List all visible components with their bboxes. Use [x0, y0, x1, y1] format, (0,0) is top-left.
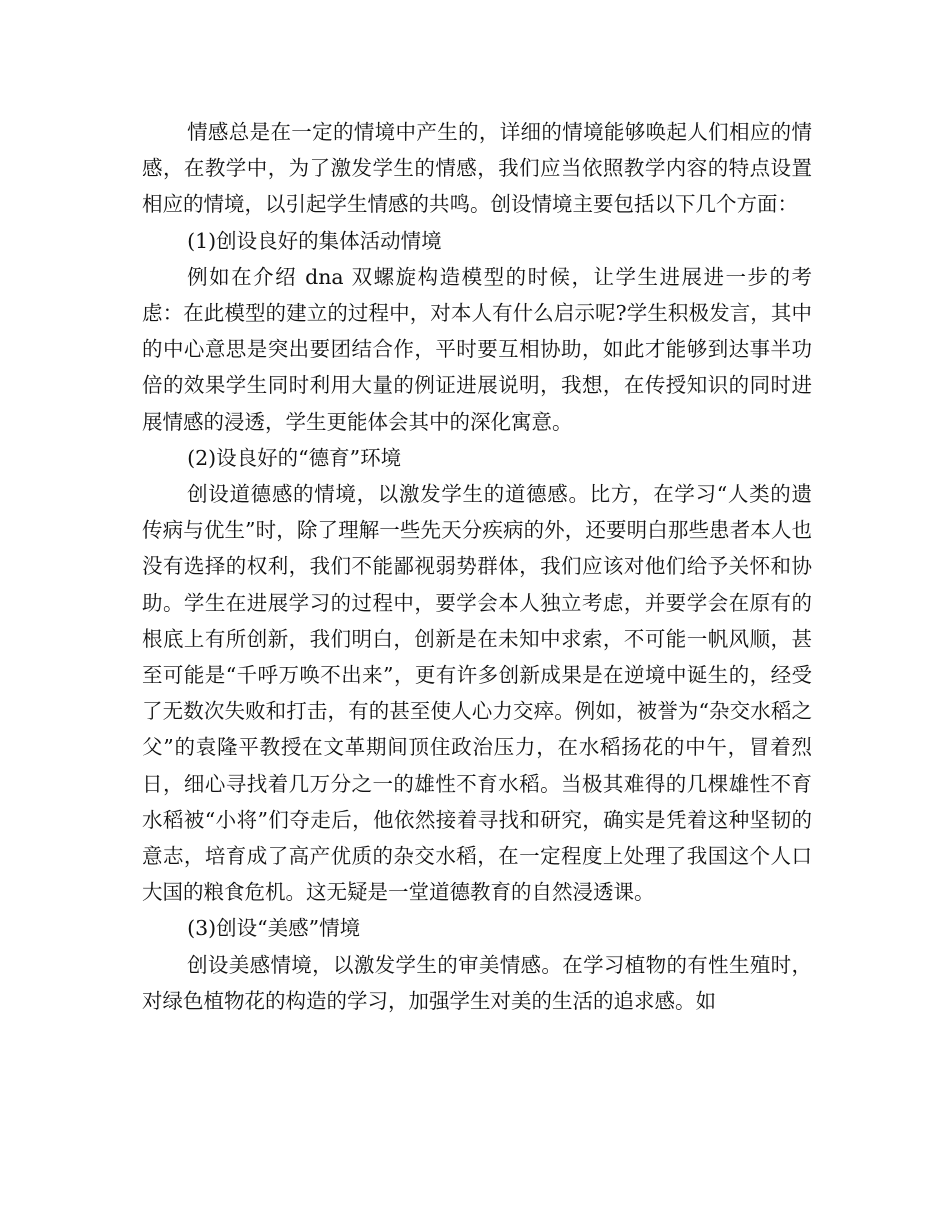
section-heading-3: (3)创设“美感”情境 [187, 916, 361, 941]
section-heading-2: (2)设良好的“德育”环境 [187, 445, 402, 470]
document-body [142, 114, 812, 1019]
paragraph-section-1: 例如在介绍 dna 双螺旋构造模型的时候，让学生进展进一步的考虑：在此模型的建立的过程中，对本人有什么启示呢?学生积极发言，其中的中心意思是突出要团结合作，平时要互相协助，如此才能够到达事半功倍的效果学生同时利用大量的例证进展说明，我想，在传授知识的同时进展情感的浸透，学生更能体会其中的深化寓意。 [142, 264, 812, 434]
paragraph-intro: 情感总是在一定的情境中产生的，详细的情境能够唤起人们相应的情感，在教学中，为了激发学生的情感，我们应当依照教学内容的特点设置相应的情境，以引起学生情感的共鸣。创设情境主要包括以下几个方面： [142, 120, 812, 217]
paragraph-section-2: 创设道德感的情境，以激发学生的道德感。比方，在学习“人类的遗传病与优生”时，除了理解一些先天分疾病的外，还要明白那些患者本人也没有选择的权利，我们不能鄙视弱势群体，我们应该对他们给予关怀和协助。学生在进展学习的过程中，要学会本人独立考虑，并要学会在原有的根底上有所创新，我们明白，创新是在未知中求索，不可能一帆风顺，甚至可能是“千呼万唤不出来”，更有许多创新成果是在逆境中诞生的，经受了无数次失败和打击，有的甚至使人心力交瘁。例如，被誉为“杂交水稻之父”的袁隆平教授在文革期间顶住政治压力，在水稻扬花的中午，冒着烈日，细心寻找着几万分之一的雄性不育水稻。当极其难得的几棵雄性不育水稻被“小将”们夺走后，他依然接着寻找和研究，确实是凭着这种坚韧的意志，培育成了高产优质的杂交水稻，在一定程度上处理了我国这个人口大国的粮食危机。这无疑是一堂道德教育的自然浸透课。 [142, 482, 812, 905]
section-heading-1: (1)创设良好的集体活动情境 [187, 228, 442, 253]
paragraph-section-3: 创设美感情境，以激发学生的审美情感。在学习植物的有性生殖时，对绿色植物花的构造的学习，加强学生对美的生活的追求感。如 [142, 952, 812, 1013]
